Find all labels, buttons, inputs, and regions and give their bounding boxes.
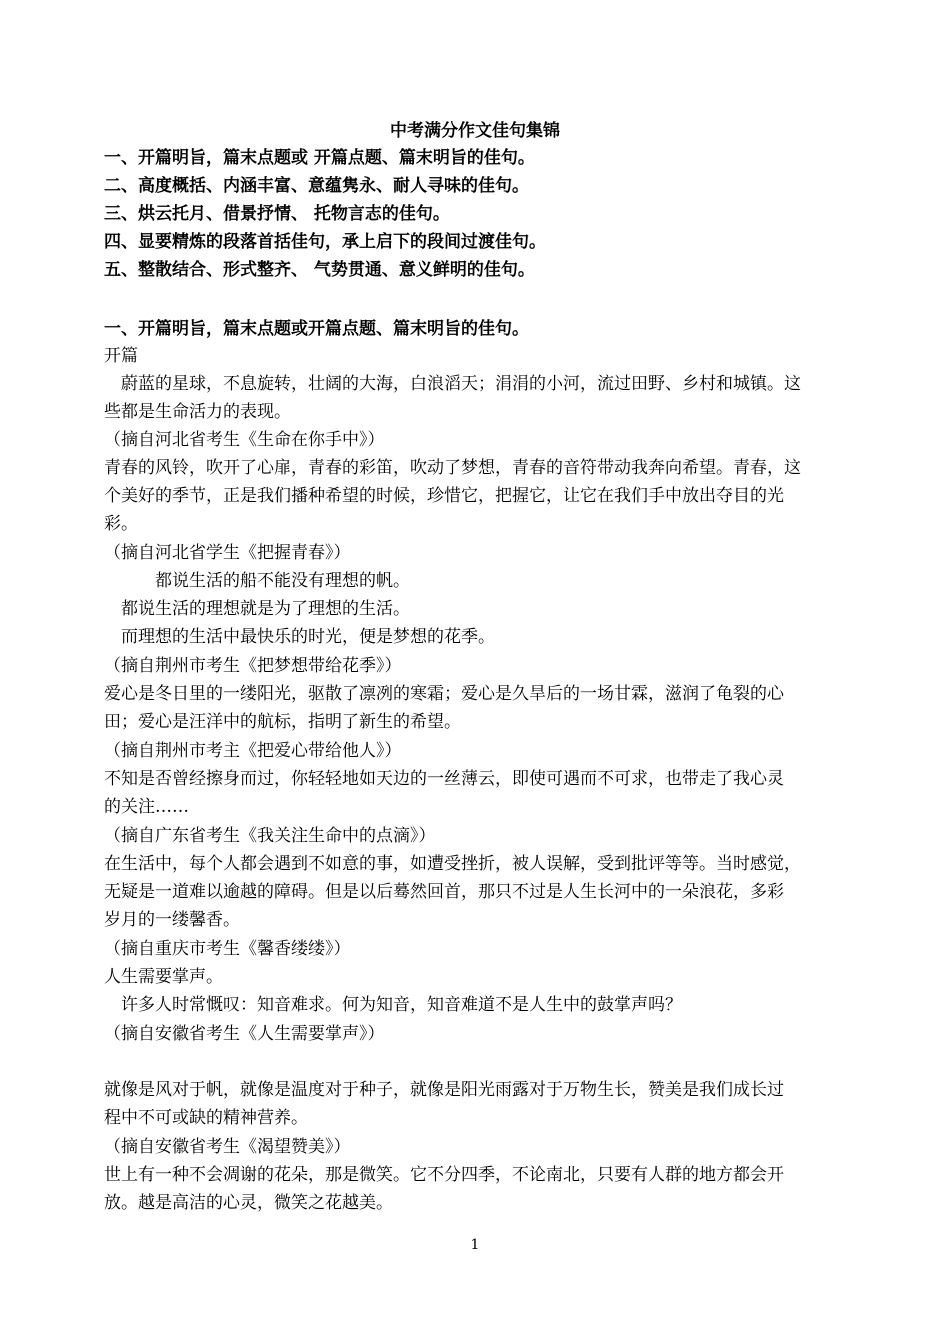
toc-item: 一、开篇明旨，篇末点题或 开篇点题、篇末明旨的佳句。 <box>104 148 535 168</box>
body-line: 都说生活的理想就是为了理想的生活。 <box>104 599 410 619</box>
body-line: 爱心是冬日里的一缕阳光，驱散了凛冽的寒霜；爱心是久旱后的一场甘霖，滋润了龟裂的心 <box>104 684 784 704</box>
body-line: 而理想的生活中最快乐的时光，便是梦想的花季。 <box>104 627 495 647</box>
source-citation: （摘自安徽省考生《渴望赞美》） <box>104 1137 351 1157</box>
toc-item: 四、显要精炼的段落首括佳句，承上启下的段间过渡佳句。 <box>104 232 546 252</box>
toc-item: 二、高度概括、内涵丰富、意蕴隽永、耐人寻味的佳句。 <box>104 176 529 196</box>
source-citation: （摘自安徽省考生《人生需要掌声》） <box>104 1024 385 1044</box>
body-line: 都说生活的船不能没有理想的帆。 <box>104 571 410 591</box>
body-line: 岁月的一缕馨香。 <box>104 910 240 930</box>
toc-item: 三、烘云托月、借景抒情、 托物言志的佳句。 <box>104 204 450 224</box>
source-citation: （摘自荆州市考主《把爱心带给他人》） <box>104 741 402 761</box>
source-citation: （摘自河北省学生《把握青春》） <box>104 543 351 563</box>
body-line: 就像是风对于帆，就像是温度对于种子，就像是阳光雨露对于万物生长，赞美是我们成长过 <box>104 1080 784 1100</box>
section-heading: 一、开篇明旨，篇末点题或开篇点题、篇末明旨的佳句。 <box>104 319 529 339</box>
subheading: 开篇 <box>104 346 138 366</box>
body-line: 的关注…… <box>104 797 189 817</box>
body-line: 人生需要掌声。 <box>104 967 223 987</box>
page-number: 1 <box>470 1237 480 1253</box>
body-line: 在生活中，每个人都会遇到不如意的事，如遭受挫折，被人误解，受到批评等等。当时感觉， <box>104 854 801 874</box>
body-line: 蔚蓝的星球，不息旋转，壮阔的大海，白浪滔天；涓涓的小河，流过田野、乡村和城镇。这 <box>104 374 801 394</box>
body-line: 个美好的季节，正是我们播种希望的时候，珍惜它，把握它，让它在我们手中放出夺目的光 <box>104 486 784 506</box>
body-line: 无疑是一道难以逾越的障碍。但是以后蓦然回首，那只不过是人生长河中的一朵浪花，多彩 <box>104 882 784 902</box>
body-line: 田；爱心是汪洋中的航标，指明了新生的希望。 <box>104 712 461 732</box>
source-citation: （摘自河北省考生《生命在你手中》） <box>104 430 385 450</box>
body-line: 程中不可或缺的精神营养。 <box>104 1108 308 1128</box>
body-line: 彩。 <box>104 514 138 534</box>
body-line: 青春的风铃，吹开了心扉，青春的彩笛，吹动了梦想，青春的音符带动我奔向希望。青春，这 <box>104 458 801 478</box>
source-citation: （摘自广东省考生《我关注生命中的点滴》） <box>104 826 436 846</box>
body-line: 世上有一种不会凋谢的花朵，那是微笑。它不分四季，不论南北，只要有人群的地方都会开 <box>104 1165 784 1185</box>
body-line: 不知是否曾经擦身而过，你轻轻地如天边的一丝薄云，即使可遇而不可求，也带走了我心灵 <box>104 769 784 789</box>
body-line: 许多人时常慨叹：知音难求。何为知音，知音难道不是人生中的鼓掌声吗？ <box>104 995 682 1015</box>
document-title: 中考满分作文佳句集锦 <box>390 121 560 141</box>
source-citation: （摘自重庆市考生《馨香缕缕》） <box>104 939 351 959</box>
source-citation: （摘自荆州市考生《把梦想带给花季》） <box>104 656 402 676</box>
body-line: 放。越是高洁的心灵，微笑之花越美。 <box>104 1193 393 1213</box>
toc-item: 五、整散结合、形式整齐、 气势贯通、意义鲜明的佳句。 <box>104 260 535 280</box>
body-line: 些都是生命活力的表现。 <box>104 402 291 422</box>
